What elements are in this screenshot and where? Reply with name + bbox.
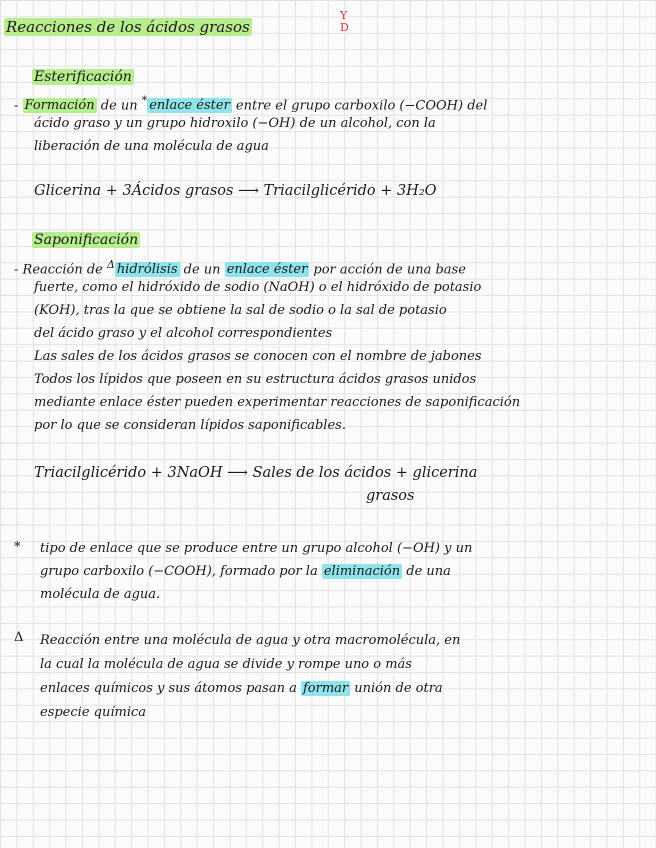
triangle-note-line-4: especie química	[40, 705, 147, 720]
sapo-equation: Triacilglicérido + 3NaOH ⟶ Sales de los ácidos + glicerina	[34, 465, 478, 481]
sapo-line-7: mediante enlace éster pueden experimentar reacciones de saponificación	[34, 395, 521, 410]
bullet: -	[14, 262, 19, 278]
sapo-equation-sub: grasos	[366, 488, 415, 504]
corner-mark	[340, 10, 349, 34]
page-title	[4, 16, 252, 38]
highlight-formacion: Formación	[24, 98, 95, 114]
asterisk-note-line-3: molécula de agua.	[40, 587, 161, 602]
sapo-line-8: por lo que se consideran lípidos saponificables.	[34, 418, 346, 433]
ester-line-1: - Formación de un * enlace éster entre el grupo carboxilo (−COOH) del	[14, 94, 488, 114]
asterisk-note-line-2: grupo carboxilo (−COOH), formado por la eliminación de una	[40, 564, 451, 579]
asterisk-mark: *	[141, 94, 148, 107]
ester-line-3: liberación de una molécula de agua	[34, 139, 269, 154]
corner-mark-y: Y	[340, 9, 348, 22]
section-heading-esterificacion: Esterificación	[34, 69, 132, 85]
highlight-enlace-ester: enlace éster	[149, 98, 230, 114]
triangle-note-line-2: la cual la molécula de agua se divide y rompe uno o más	[40, 657, 412, 672]
sapo-line-6: Todos los lípidos que poseen en su estructura ácidos grasos unidos	[34, 372, 477, 387]
highlight-enlace-ester-2: enlace éster	[226, 262, 308, 278]
triangle-note-symbol: Δ	[14, 630, 24, 645]
section-heading-saponificacion: Saponificación	[34, 232, 139, 248]
ester-line-2: ácido graso y un grupo hidroxilo (−OH) de un alcohol, con la	[34, 116, 436, 131]
bullet: -	[14, 98, 19, 114]
sapo-line-5: Las sales de los ácidos grasos se conocen con el nombre de jabones	[34, 349, 482, 364]
triangle-note-line-3: enlaces químicos y sus átomos pasan a formar unión de otra	[40, 681, 443, 696]
highlight-eliminacion: eliminación	[323, 564, 401, 579]
highlight-hidrolisis: hidrólisis	[116, 262, 178, 278]
sapo-line-1: - Reacción de $^\Delta$ hidrólisis de un enlace éster por acción de una base	[14, 258, 466, 278]
asterisk-note-symbol: *	[14, 540, 21, 555]
sapo-line-4: del ácido graso y el alcohol correspondientes	[34, 326, 333, 341]
asterisk-note-line-1: tipo de enlace que se produce entre un grupo alcohol (−OH) y un	[40, 541, 473, 556]
triangle-note-line-1: Reacción entre una molécula de agua y otra macromolécula, en	[40, 633, 461, 648]
ester-equation: Glicerina + 3Ácidos grasos ⟶ Triacilglicérido + 3H₂O	[34, 183, 437, 199]
sapo-line-2: fuerte, como el hidróxido de sodio (NaOH) o el hidróxido de potasio	[34, 280, 482, 295]
title-text: Reacciones de los ácidos grasos	[6, 18, 250, 36]
sapo-line-3: (KOH), tras la que se obtiene la sal de sodio o la sal de potasio	[34, 303, 447, 318]
triangle-mark: Δ	[106, 258, 115, 271]
highlight-formar: formar	[302, 681, 349, 696]
corner-mark-d: D	[340, 21, 349, 34]
